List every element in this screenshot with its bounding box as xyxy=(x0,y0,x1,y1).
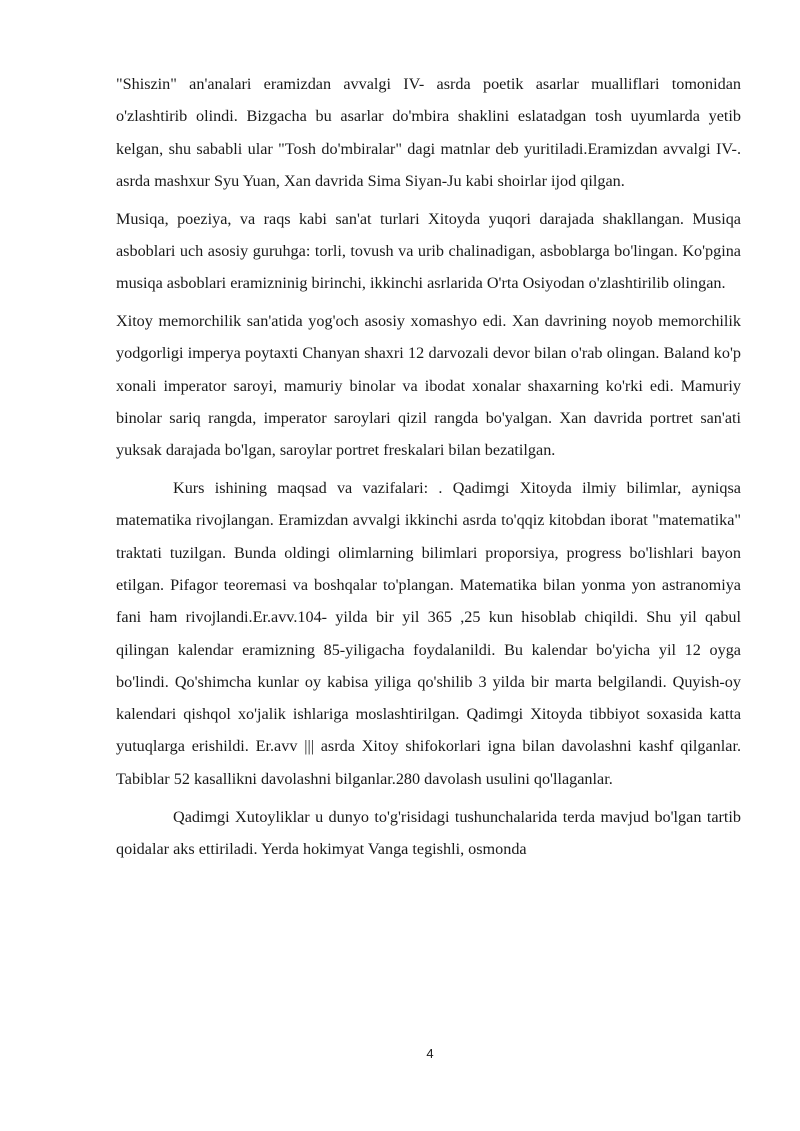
paragraph-worldview: Qadimgi Xutoyliklar u dunyo to'g'risidagi tushunchalarida terda mavjud bo'lgan tartib qoidalar aks ettiriladi. Yerda hokimyat Vanga tegishli, osmonda xyxy=(116,807,741,858)
paragraph-science: Kurs ishining maqsad va vazifalari: . Qadimgi Xitoyda ilmiy bilimlar, ayniqsa matematika rivojlangan. Eramizdan avvalgi ikkinchi asrda to'qqiz kitobdan iborat "matematika" traktati tuzilgan. Bunda oldingi olimlarning bilimlari proporsiya, progress bo'lishlari bayon etilgan. Pifagor teoremasi va boshqalar to'plangan. Matematika bilan yonma yon astranomiya fani ham rivojlandi.Er.avv.104- yilda bir yil 365 ,25 kun hisoblab chiqildi. Shu yil qabul qilingan kalendar eramizning 85-yiligacha foydalanildi. Bu kalendar bo'yicha yil 12 oyga bo'lindi. Qo'shimcha kunlar oy kabisa yiliga qo'shilib 3 yilda bir marta belgilandi. Quyish-oy kalendari qishqol xo'jalik ishlariga moslashtirilgan. Qadimgi Xitoyda tibbiyot soxasida katta yutuqlarga erishildi. Er.avv ||| asrda Xitoy shifokorlari igna bilan davolashni kashf qilganlar. Tabiblar 52 kasallikni davolashni bilganlar.280 davolash usulini qo'llaganlar. xyxy=(116,479,741,788)
document-body xyxy=(116,68,741,871)
paragraph-music: Musiqa, poeziya, va raqs kabi san'at turlari Xitoyda yuqori darajada shakllangan. Musiqa asboblari uch asosiy guruhga: torli, tovush va urib chalinadigan, asboblarga bo'lingan. Ko'pgina musiqa asboblari eramizninig birinchi, ikkinchi asrlarida O'rta Osiyodan o'zlashtirilib olingan. xyxy=(116,209,741,293)
paragraph-architecture: Xitoy memorchilik san'atida yog'och asosiy xomashyo edi. Xan davrining noyob memorchilik yodgorligi imperya poytaxti Chanyan shaxri 12 darvozali devor bilan o'rab olingan. Baland ko'p xonali imperator saroyi, mamuriy binolar va ibodat xonalar shaxarning ko'rki edi. Mamuriy binolar sariq rangda, imperator saroylari qizil rangda bo'yalgan. Xan davrida portret san'ati yuksak darajada bo'lgan, saroylar portret freskalari bilan bezatilgan. xyxy=(116,312,741,460)
page-number: 4 xyxy=(426,1046,434,1061)
paragraph-shiszin: "Shiszin" an'analari eramizdan avvalgi IV- asrda poetik asarlar mualliflari tomonidan o'zlashtirib olindi. Bizgacha bu asarlar do'mbira shaklini eslatadgan tosh uyumlarda yetib kelgan, shu sababli ular "Tosh do'mbiralar" dagi matnlar deb yuritiladi.Eramizdan avvalgi IV-. asrda mashxur Syu Yuan, Xan davrida Sima Siyan-Ju kabi shoirlar ijod qilgan. xyxy=(116,75,741,190)
